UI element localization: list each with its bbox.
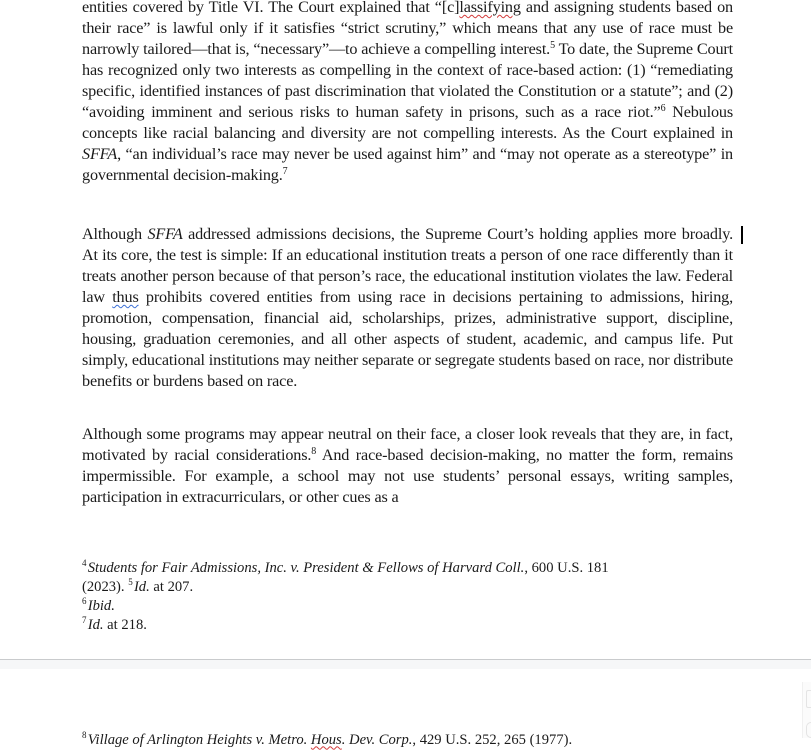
body-paragraph-3[interactable] — [82, 424, 733, 508]
footnote-citation-italic: Students for Fair Admissions, Inc. v. President & Fellows of Harvard Coll. — [87, 560, 525, 576]
footnote-number: 5 — [128, 577, 133, 587]
footnote-number: 7 — [82, 615, 87, 625]
case-name-italic: SFFA — [82, 145, 118, 163]
paragraph-text: and assigning students based on their race” is lawful only if it satisfies “strict scrutiny,” which means that any use of race must be narrowly tailored—that is, “necessary”—to achieve a compelling interest. — [82, 0, 733, 58]
footnote-reference-5[interactable]: 5 — [550, 40, 555, 51]
paragraph-text: entities covered by Title VI. The Court explained that “[c] — [82, 0, 460, 16]
case-name-italic: SFFA — [147, 225, 183, 243]
paragraph-text: Although — [82, 225, 148, 243]
footnote-7[interactable] — [82, 616, 742, 635]
spelling-error-word[interactable]: Hous — [310, 731, 342, 748]
paragraph-text: addressed admissions decisions, the Supreme Court’s holding applies more broadly. At its core, the test is simple: If an educational institution treats a person of one race differently than it treats another person because of that person’s race, the educational institution violates the law. Federal law — [82, 225, 733, 306]
footnote-4[interactable] — [82, 559, 742, 578]
footnote-citation-italic: Id. — [133, 579, 150, 595]
footnote-citation-italic: Village of Arlington Heights v. Metro. — [87, 731, 311, 748]
footnote-6[interactable] — [82, 597, 742, 616]
footnote-reference-6[interactable]: 6 — [660, 103, 666, 114]
paragraph-text: Although some programs may appear neutral on their face, a closer look reveals that they are, in fact, motivated by racial considerations. — [82, 425, 733, 464]
grammar-suggestion-word[interactable]: thus — [112, 288, 139, 306]
paragraph-text: To date, the Supreme Court has recognized only two interests as compelling in the context of race-based action: (1) “remediating specific, identified instances of past discrimination that violated the Constitution or a statute”; and (2) “avoiding imminent and serious risks to human safety in prisons, such as a race riot.” — [82, 40, 733, 121]
footnote-citation-text: at 218. — [103, 617, 147, 633]
footnotes-section — [82, 559, 742, 635]
paragraph-text: prohibits covered entities from using race in decisions pertaining to admissions, hiring, promotion, compensation, financial aid, scholarships, prizes, administrative support, discipline, housing, graduation ceremonies, and all other aspects of student, academic, and campus life. Put simply, educational institutions may neither separate or segregate students based on race, nor distribute benefits or burdens based on race. — [82, 288, 733, 390]
footnote-citation-italic: Ibid. — [87, 598, 115, 614]
paragraph-text: , “an individual’s race may never be used against him” and “may not operate as a stereotype” in governmental decision-making. — [82, 145, 733, 184]
body-paragraph-1[interactable] — [82, 0, 733, 186]
body-paragraph-2[interactable] — [82, 224, 733, 392]
footnote-number: 8 — [82, 729, 87, 740]
panel-tab-icon[interactable] — [806, 722, 811, 738]
footnote-citation-text: , 429 U.S. 252, 265 (1977). — [412, 731, 573, 748]
footnote-number: 6 — [82, 596, 87, 606]
document-page-2[interactable] — [0, 669, 811, 748]
footnote-citation-text: (2023). — [82, 579, 129, 595]
footnote-citation-italic: . Dev. Corp. — [341, 731, 413, 748]
footnote-reference-8[interactable]: 8 — [311, 446, 317, 457]
panel-tab-icon[interactable] — [806, 690, 811, 708]
text-cursor — [741, 226, 743, 244]
spelling-error-word[interactable]: lassifying — [459, 0, 521, 16]
footnote-citation-italic: Id. — [87, 617, 104, 633]
side-panel-edge[interactable] — [802, 682, 811, 738]
footnote-citation-text: at 207. — [149, 579, 194, 595]
footnote-citation-text: , 600 U.S. 181 — [524, 560, 609, 576]
footnote-number: 4 — [82, 558, 87, 568]
paragraph-text: Nebulous concepts like racial balancing and diversity are not compelling interests. As the Court explained in — [82, 103, 733, 142]
paragraph-text: And race-based decision-making, no matter the form, remains impermissible. For example, a school may not use students’ personal essays, writing samples, participation in extracurriculars, or other cues as a — [82, 446, 733, 506]
footnote-8[interactable] — [82, 731, 572, 750]
footnote-5[interactable] — [82, 578, 742, 597]
footnote-reference-7[interactable]: 7 — [282, 166, 288, 177]
